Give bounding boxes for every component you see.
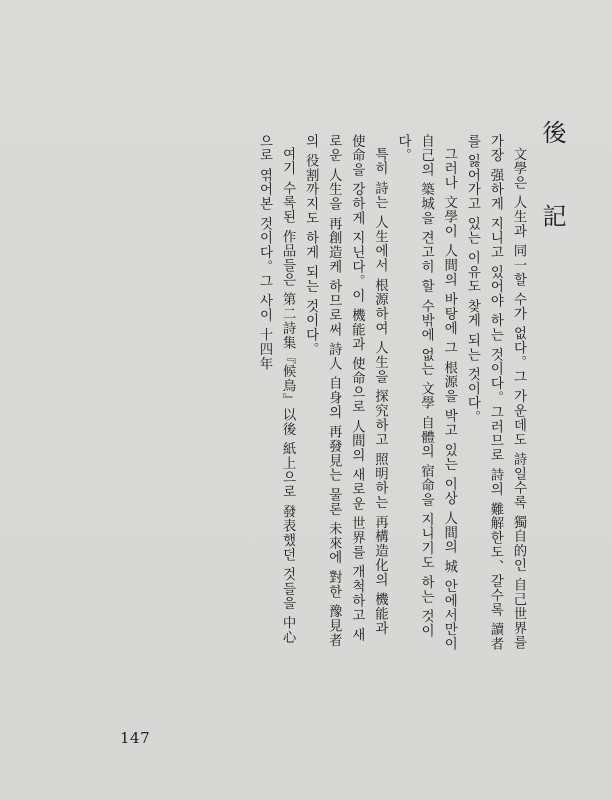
paragraph: 文學은 人生과 同一할 수가 없다。그 가운데도 詩일수록 獨自的인 自己世界를 가장 强하게 지니고 있어야 하는 것이다。그러므로 詩의 難解한도、갈수록 讀者를 잃어가고 있는 이유도 찾게 되는 것이다。 <box>464 134 526 652</box>
paragraph: 그러나 文學이 人間의 바탕에 그 根源을 박고 있는 이상 人間의 城 안에서만이 自己의 築城을 견고히 할 수밖에 없는 文學 自體의 宿命을 지니기도 하는 것이다。 <box>395 134 457 652</box>
page-number: 147 <box>120 729 151 747</box>
body-text <box>90 134 530 654</box>
page-title: 後 記 <box>538 120 566 254</box>
paragraph: 특히 詩는 人生에서 根源하여 人生을 探究하고 照明하는 再構造化의 機能과 使命을 강하게 지닌다。이 機能과 使命으로 人間의 새로운 世界를 개척하고 새로운 人生을 再創造케 하므로써 詩人 自身의 再發見는 물론 未來에 對한 豫見者의 役割까지도 하게 되는 것이다。 <box>303 134 388 648</box>
paragraph: 여기 수록된 作品들은 第二詩集『候鳥』以後 紙上으로 發表했던 것들을 中心으로 엮어본 것이다。그 사이 十四年 <box>256 134 296 645</box>
